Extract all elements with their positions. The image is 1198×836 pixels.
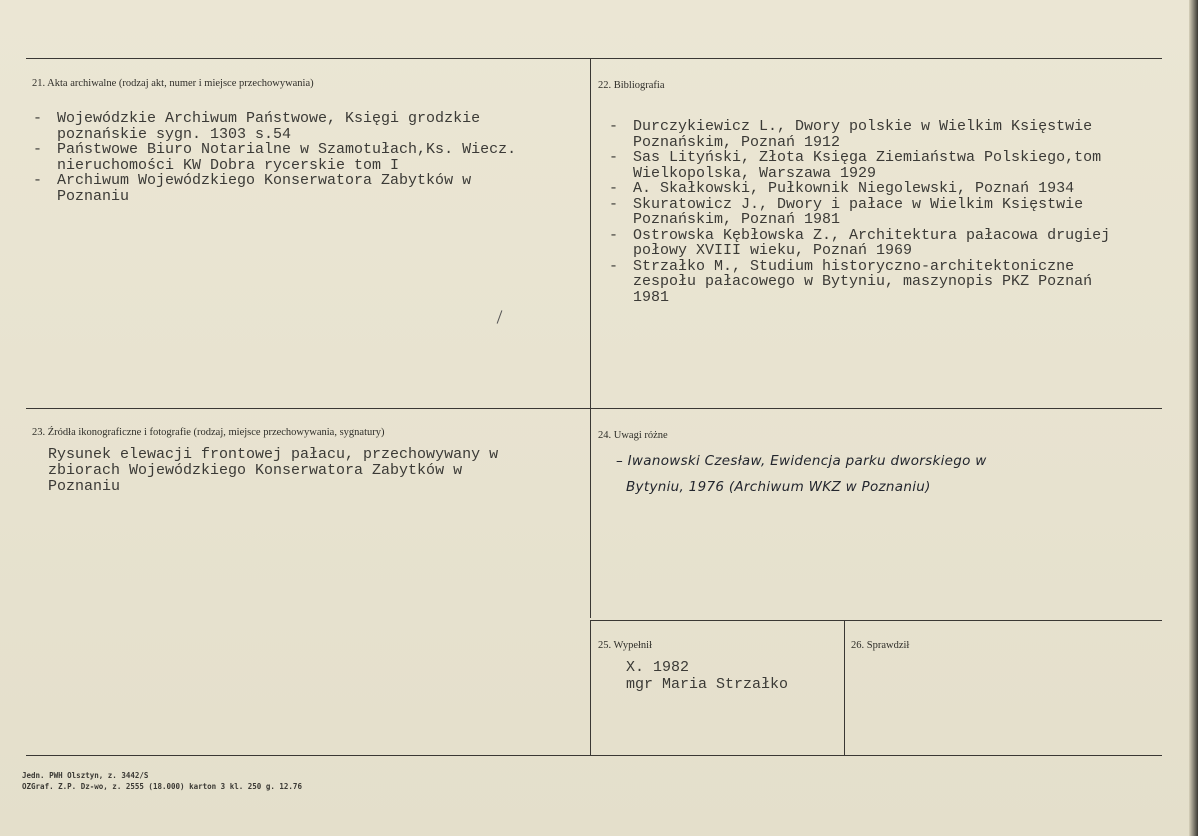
list-item: - Państwowe Biuro Notarialne w Szamotułach,Ks. Wiecz. nieruchomości KW Dobra rycerskie tom I [33,141,517,174]
list-item: - Wojewódzkie Archiwum Państwowe, Księgi grodzkie poznańskie sygn. 1303 s.54 [33,110,481,143]
column-divider-upper [590,58,591,618]
list-item: - A. Skałkowski, Pułkownik Niegolewski, Poznań 1934 [609,180,1075,197]
section-25-label: 25. Wypełnił [598,640,653,651]
iconographic-sources-text: Rysunek elewacji frontowej pałacu, przechowywany w zbiorach Wojewódzkiego Konserwatora Zabytków w Poznaniu [48,446,499,495]
list-item: - Sas Lityński, Złota Księga Ziemiaństwa Polskiego,tom Wielkopolska, Warszawa 1929 [609,149,1102,182]
handwritten-note: – Iwanowski Czesław, Ewidencja parku dworskiego w Bytyniu, 1976 (Archiwum WKZ w Poznaniu) [616,453,987,495]
list-item: - Skuratowicz J., Dwory i pałace w Wielkim Księstwie Poznańskim, Poznań 1981 [609,195,1084,228]
pencil-mark [497,310,503,323]
column-divider-lower [590,620,591,755]
filled-by-text: X. 1982 mgr Maria Strzałko [626,659,789,693]
list-item: - Archiwum Wojewódzkiego Konserwatora Zabytków w Poznaniu [33,172,472,205]
print-footer: Jedn. PWH Olsztyn, z. 3442/S OZGraf. Z.P. Dz-wo, z. 2555 (18.000) karton 3 kl. 250 g. 12.76 [22,771,302,791]
signature-divider [844,620,845,755]
bottom-rule [26,755,1162,756]
card-edge-shadow [1189,0,1198,836]
section-24-label: 24. Uwagi różne [598,430,668,441]
section-21-label: 21. Akta archiwalne (rodzaj akt, numer i miejsce przechowywania) [32,78,314,89]
section-22-label: 22. Bibliografia [598,80,665,91]
middle-rule [26,408,1162,409]
signature-rule [590,620,1162,621]
list-item: - Durczykiewicz L., Dwory polskie w Wielkim Księstwie Poznańskim, Poznań 1912 [609,118,1093,151]
section-26-label: 26. Sprawdził [851,640,910,651]
bibliography-list [609,119,1110,305]
archival-records-list [33,111,516,204]
top-rule [26,58,1162,59]
section-23-label: 23. Źródła ikonograficzne i fotografie (rodzaj, miejsce przechowywania, sygnatury) [32,427,385,438]
list-item: - Strzałko M., Studium historyczno-architektoniczne zespołu pałacowego w Bytyniu, maszynopis PKZ Poznań 1981 [609,257,1093,306]
list-item: - Ostrowska Kębłowska Z., Architektura pałacowa drugiej połowy XVIII wieku, Poznań 1969 [609,226,1111,259]
